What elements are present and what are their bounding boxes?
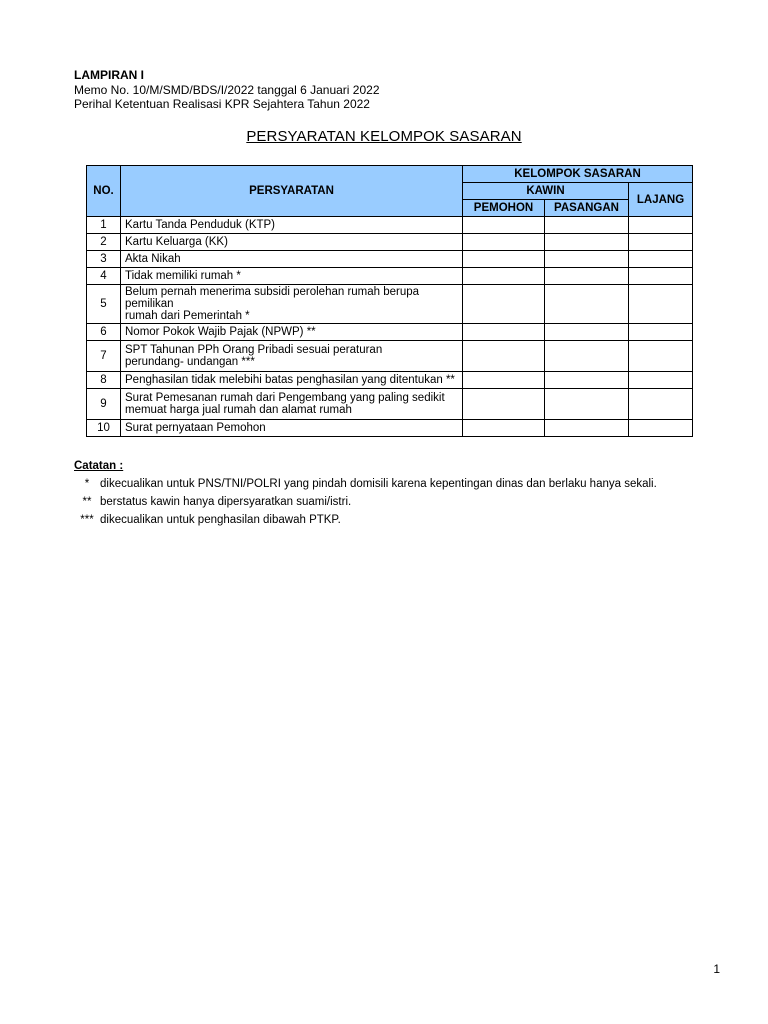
requirements-table: [86, 165, 693, 437]
row-requirement: [121, 268, 463, 285]
requirement-text-line: SPT Tahunan PPh Orang Pribadi sesuai peraturan: [125, 344, 383, 356]
document-header: [74, 68, 380, 112]
header-pasangan: PASANGAN: [545, 200, 629, 217]
requirement-text: Surat pernyataan Pemohon: [125, 422, 266, 434]
note-item: [74, 475, 657, 493]
requirement-text-line: rumah dari Pemerintah *: [125, 310, 250, 322]
row-number: 2: [87, 234, 121, 251]
cell-lajang: [629, 389, 693, 420]
document-title: PERSYARATAN KELOMPOK SASARAN: [246, 128, 522, 145]
row-number: 7: [87, 341, 121, 372]
cell-lajang: [629, 324, 693, 341]
cell-pemohon: [463, 420, 545, 437]
table-row: [87, 420, 693, 437]
requirement-text-line: Belum pernah menerima subsidi perolehan rumah berupa: [125, 286, 420, 298]
cell-lajang: [629, 234, 693, 251]
cell-pemohon: [463, 268, 545, 285]
cell-pasangan: [545, 251, 629, 268]
row-requirement: [121, 217, 463, 234]
requirement-text: Kartu Tanda Penduduk (KTP): [125, 219, 276, 231]
row-number: 10: [87, 420, 121, 437]
row-requirement: [121, 389, 463, 420]
cell-pasangan: [545, 420, 629, 437]
note-item: [74, 493, 657, 511]
row-requirement: [121, 420, 463, 437]
note-mark: *: [84, 478, 90, 490]
requirement-text-line: perundang- undangan ***: [125, 356, 255, 368]
cell-lajang: [629, 217, 693, 234]
header-persyaratan: PERSYARATAN: [121, 166, 463, 217]
row-number: 1: [87, 217, 121, 234]
table-row: [87, 341, 693, 372]
header-lajang: LAJANG: [629, 183, 693, 217]
table-row: [87, 324, 693, 341]
cell-pasangan: [545, 217, 629, 234]
cell-pemohon: [463, 217, 545, 234]
row-number: 3: [87, 251, 121, 268]
requirement-text-line: memuat harga jual rumah dan alamat rumah: [125, 404, 352, 416]
requirement-text: Akta Nikah: [125, 253, 181, 265]
requirement-text: Kartu Keluarga (KK): [125, 236, 228, 248]
cell-pasangan: [545, 234, 629, 251]
cell-pasangan: [545, 389, 629, 420]
lampiran-label: LAMPIRAN I: [74, 68, 144, 82]
row-requirement: [121, 324, 463, 341]
requirement-text-line: Surat Pemesanan rumah dari Pengembang yang paling sedikit: [125, 392, 445, 404]
memo-line: Memo No. 10/M/SMD/BDS/I/2022 tanggal 6 Januari 2022: [74, 82, 380, 97]
note-item: [74, 511, 657, 529]
header-kawin: KAWIN: [463, 183, 629, 200]
cell-lajang: [629, 285, 693, 324]
cell-lajang: [629, 341, 693, 372]
row-requirement: [121, 372, 463, 389]
cell-pemohon: [463, 324, 545, 341]
requirement-text: Nomor Pokok Wajib Pajak (NPWP) **: [125, 326, 316, 338]
notes-title: Catatan :: [74, 460, 124, 472]
cell-pasangan: [545, 324, 629, 341]
header-no: NO.: [87, 166, 121, 217]
row-requirement: [121, 285, 463, 324]
cell-pemohon: [463, 372, 545, 389]
note-mark: ***: [80, 514, 94, 526]
cell-pemohon: [463, 285, 545, 324]
header-kelompok-sasaran: KELOMPOK SASARAN: [463, 166, 693, 183]
table-row: [87, 372, 693, 389]
table-row: [87, 251, 693, 268]
row-requirement: [121, 234, 463, 251]
note-mark: **: [82, 496, 92, 508]
row-requirement: [121, 251, 463, 268]
table-row: [87, 389, 693, 420]
cell-pemohon: [463, 251, 545, 268]
cell-lajang: [629, 372, 693, 389]
requirement-text-line: pemilikan: [125, 298, 174, 310]
table-row: [87, 285, 693, 324]
cell-pasangan: [545, 341, 629, 372]
cell-pemohon: [463, 341, 545, 372]
row-requirement: [121, 341, 463, 372]
table-row: [87, 217, 693, 234]
cell-pasangan: [545, 268, 629, 285]
header-pemohon: PEMOHON: [463, 200, 545, 217]
row-number: 8: [87, 372, 121, 389]
cell-lajang: [629, 420, 693, 437]
row-number: 5: [87, 285, 121, 324]
cell-pasangan: [545, 285, 629, 324]
perihal-line: Perihal Ketentuan Realisasi KPR Sejahtera Tahun 2022: [74, 97, 370, 111]
row-number: 4: [87, 268, 121, 285]
notes-section: [74, 457, 657, 529]
note-text: dikecualikan untuk penghasilan dibawah PTKP.: [100, 514, 341, 526]
page-number: 1: [713, 962, 720, 976]
table-row: [87, 234, 693, 251]
row-number: 6: [87, 324, 121, 341]
cell-lajang: [629, 268, 693, 285]
cell-pasangan: [545, 372, 629, 389]
table-row: [87, 268, 693, 285]
cell-pemohon: [463, 389, 545, 420]
row-number: 9: [87, 389, 121, 420]
requirement-text: Penghasilan tidak melebihi batas penghasilan yang ditentukan **: [125, 374, 455, 386]
note-text: berstatus kawin hanya dipersyaratkan suami/istri.: [100, 496, 352, 508]
cell-lajang: [629, 251, 693, 268]
note-text: dikecualikan untuk PNS/TNI/POLRI yang pindah domisili karena kepentingan dinas dan berlaku hanya sekali.: [100, 478, 657, 490]
requirement-text: Tidak memiliki rumah *: [125, 270, 241, 282]
cell-pemohon: [463, 234, 545, 251]
